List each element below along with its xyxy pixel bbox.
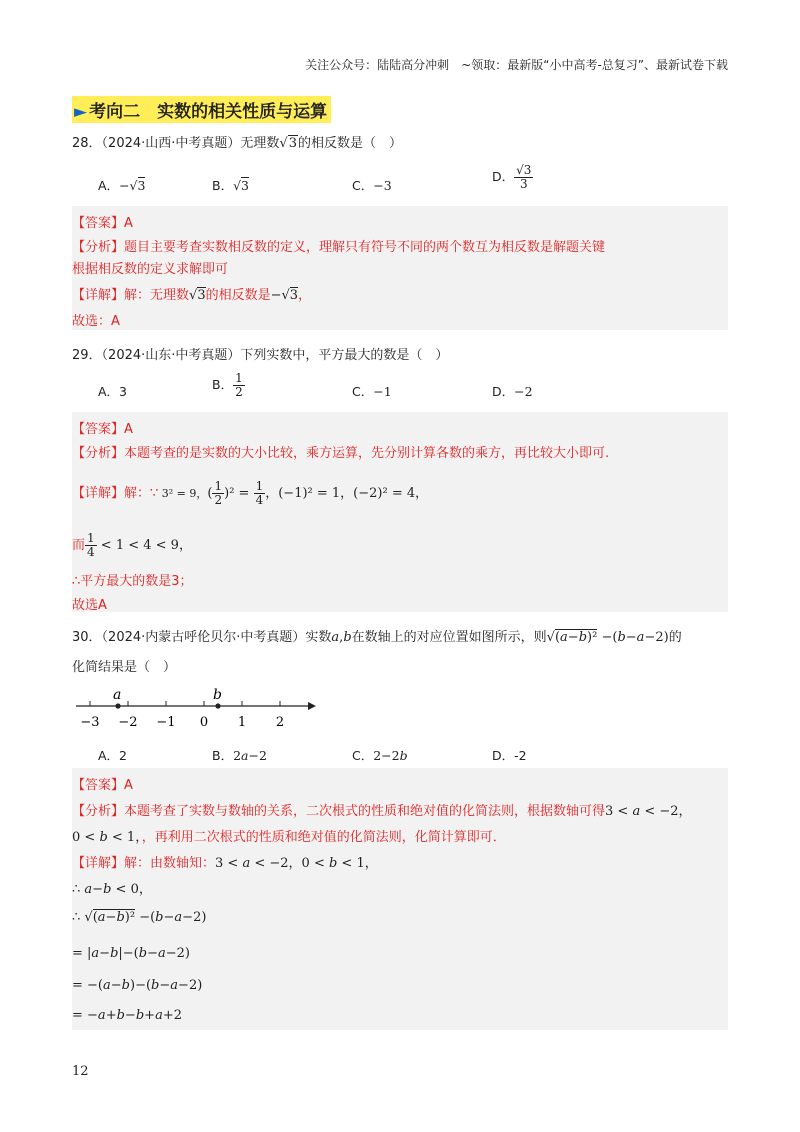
q30-option-d: D．-2 bbox=[492, 748, 527, 763]
question-29: 29．（2024·山东·中考真题）下列实数中，平方最大的数是（ ） bbox=[72, 348, 449, 363]
question-28: 28．（2024·山西·中考真题）无理数√3的相反数是（ ） bbox=[72, 136, 402, 151]
q29-option-d: D．−2 bbox=[492, 384, 533, 399]
q28-option-c: C．−3 bbox=[352, 178, 392, 193]
page-number: 12 bbox=[72, 1064, 89, 1079]
tick-label: −1 bbox=[156, 715, 176, 730]
q29-option-a: A．3 bbox=[98, 384, 128, 399]
point-b-label: b bbox=[213, 687, 222, 703]
number-line bbox=[72, 684, 322, 734]
q30-option-c: C．2−2b bbox=[352, 748, 408, 763]
page-header: 关注公众号：陆陆高分冲刺 ~领取：最新版“小中高考-总复习”、最新试卷下载 bbox=[305, 58, 728, 72]
point-b-dot bbox=[215, 703, 220, 708]
tick-label: 2 bbox=[275, 715, 285, 730]
q28-option-b: B．√3 bbox=[212, 178, 249, 193]
q28-option-d: D． $\frac{√3}{3}$ bbox=[492, 163, 532, 191]
section-title bbox=[72, 96, 331, 123]
tick-label: −3 bbox=[80, 715, 100, 730]
question-30: 30．（2024·内蒙古呼伦贝尔·中考真题）实数a,b在数轴上的对应位置如图所示，则√(a−b)² −(b−a−2)的 bbox=[72, 630, 682, 645]
tick-label: −2 bbox=[118, 715, 138, 730]
q29-option-b: B． $\frac{1}{2}$ bbox=[212, 371, 243, 399]
triangle-icon: ► bbox=[74, 102, 88, 122]
q29-option-c: C．−1 bbox=[352, 384, 392, 399]
q30-answer-box: 【答案】A 【分析】本题考查了实数与数轴的关系，二次根式的性质和绝对值的化简法则，根据数轴可得3 < a < −2， 0 < b < 1，，再利用二次根式的性质和绝对值的化简法则，化简计算即可． 【详解】解：由数轴知：3 < a < −2，0 < b < 1， ∴ a−b < 0， ∴ √(a−b)² −(b−a−2) = |a−b|−(b−a−2) = −(a−b)−(b−a−2) = −a+b−b+a+2 bbox=[72, 768, 728, 1030]
q30-option-b: B．2a−2 bbox=[212, 748, 267, 763]
q30-option-a: A．2 bbox=[98, 748, 128, 763]
point-a-dot bbox=[115, 703, 120, 708]
tick-label: 0 bbox=[199, 715, 209, 730]
section-title-text: 考向二 实数的相关性质与运算 bbox=[89, 102, 328, 122]
q29-answer-box: 【答案】A 【分析】本题考查的是实数的大小比较，乘方运算，先分别计算各数的乘方，再比较大小即可. 【详解】解：∵ 3² = 9，( $\frac{1}{2}$ )² = $\frac{1}{4}$ ，(−1)² = 1，(−2)² = 4， 而 $\frac{1}{4}$ < 1 < 4 < 9， ∴平方最大的数是3； 故选A bbox=[72, 412, 728, 612]
number-line-arrow bbox=[308, 702, 316, 710]
q28-answer-box: 【答案】A 【分析】题目主要考查实数相反数的定义，理解只有符号不同的两个数互为相反数是解题关键 根据相反数的定义求解即可 【详解】解：无理数√3的相反数是−√3， 故选：A bbox=[72, 206, 728, 330]
point-a-label: a bbox=[113, 687, 122, 703]
q28-option-a: A．−√3 bbox=[98, 178, 146, 193]
tick-label: 1 bbox=[237, 715, 247, 730]
